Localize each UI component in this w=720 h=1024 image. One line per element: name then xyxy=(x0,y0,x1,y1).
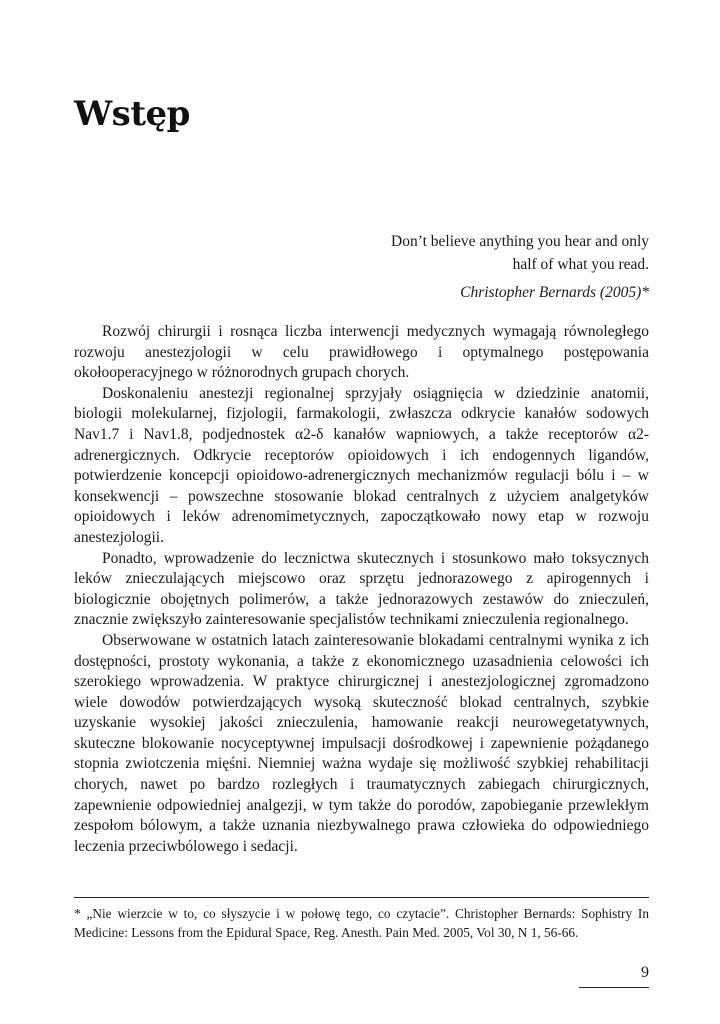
chapter-title: Wstęp xyxy=(74,94,190,134)
page-number: 9 xyxy=(641,964,649,981)
paragraph-3: Ponadto, wprowadzenie do lecznictwa skutecznych i stosunkowo mało toksycznych leków znieczulających miejscowo oraz sprzętu jednorazowego z apirogennych i biologicznie obojętnych polimerów, a także jednorazowych zestawów do znieczuleń, znacznie zwiększyło zainteresowanie specjalistów technikami znieczulenia regionalnego. xyxy=(74,549,649,629)
body-text xyxy=(74,322,649,857)
epigraph-quote-line-1: Don’t believe anything you hear and only xyxy=(391,233,649,250)
epigraph xyxy=(289,230,649,304)
footnote-divider xyxy=(74,897,649,898)
paragraph-4: Obserwowane w ostatnich latach zainteresowanie blokadami centralnymi wynika z ich dostępności, prostoty wykonania, a także z ekonomicznego uzasadnienia celowości ich szerokiego wprowadzenia. W praktyce chirurgicznej i anestezjologicznej zgromadzono wiele dowodów potwierdzających wysoką skuteczność blokad centralnych, szybkie uzyskanie wysokiej jakości znieczulenia, hamowanie reakcji neurowegetatywnych, skuteczne blokowanie nocyceptywnej impulsacji dośrodkowej i zapewnienie pożądanego stopnia zwiotczenia mięśni. Niemniej ważna wydaje się możliwość szybkiej rehabilitacji chorych, nawet po bardzo rozległych i traumatycznych zabiegach chirurgicznych, zapewnienie odpowiedniej analgezji, w tym także do porodów, zapobieganie przewlekłym zespołom bólowym, a także uznania niezbywalnego prawa człowieka do odpowiedniego leczenia przeciwbólowego i sedacji. xyxy=(74,631,649,855)
epigraph-quote-line-2: half of what you read. xyxy=(512,256,649,273)
footnote: * „Nie wierzcie w to, co słyszycie i w połowę tego, co czytacie”. Christopher Bernards: Sophistry In Medicine: Lessons from the Epidural Space, Reg. Anesth. Pain Med. 2005, Vol 30, N 1, 56-66. xyxy=(74,906,649,940)
paragraph-1: Rozwój chirurgii i rosnąca liczba interwencji medycznych wymagają równoległego rozwoju anestezjologii w celu prawidłowego i optymalnego postępowania okołooperacyjnego w różnorodnych grupach chorych. xyxy=(74,323,649,382)
epigraph-author: Christopher Bernards (2005)* xyxy=(460,284,649,301)
page-number-rule xyxy=(579,987,649,988)
paragraph-2: Doskonaleniu anestezji regionalnej sprzyjały osiągnięcia w dziedzinie anatomii, biologii molekularnej, fizjologii, farmakologii, zwłaszcza odkrycie kanałów sodowych Nav1.7 i Nav1.8, podjednostek α2-δ kanałów wapniowych, a także receptorów α2-adrenergicznych. Odkrycie receptorów opioidowych i ich endogennych ligandów, potwierdzenie koncepcji opioidowo-adrenergicznych mechanizmów regulacji bólu i – w konsekwencji – powszechne stosowanie blokad centralnych z użyciem analgetyków opioidowych i leków adrenomimetycznych, zapoczątkowało nowy etap w rozwoju anestezjologii. xyxy=(74,384,649,546)
